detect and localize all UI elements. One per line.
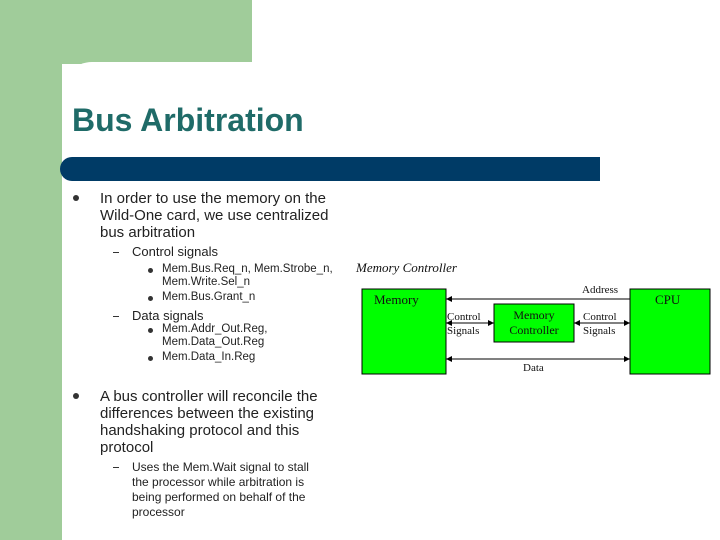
arrow-left-icon [446, 356, 452, 362]
sub-bullet-memwait-line-3: being performed on behalf of the [132, 490, 306, 504]
bullet-2-line-4: protocol [100, 439, 154, 456]
arrow-left-icon [446, 296, 452, 302]
bullet-2-line-3: handshaking protocol and this [100, 422, 300, 439]
sub-bullet-memwait-line-1: Uses the Mem.Wait signal to stall [132, 460, 309, 474]
control-right-label-line-1: Control [583, 311, 617, 323]
slide-title: Bus Arbitration [72, 102, 304, 138]
arrow-right-icon [488, 320, 494, 326]
title-underline-bar [60, 157, 600, 181]
memory-block-label: Memory [374, 292, 419, 307]
bullet-1-line-2: Wild-One card, we use centralized [100, 207, 329, 224]
memory-controller-label-line-1: Memory [513, 308, 555, 322]
bullet-dot-icon [148, 268, 153, 273]
data-signal-item-2: Mem.Data_In.Reg [162, 351, 256, 363]
sub-bullet-control-signals: Control signals [132, 244, 218, 259]
arrow-left-icon [574, 320, 580, 326]
sub-bullet-memwait-line-4: processor [132, 505, 185, 519]
bullet-dot-icon [148, 296, 153, 301]
dash-icon [113, 316, 119, 317]
bullet-1-line-3: bus arbitration [100, 224, 196, 241]
bullet-2-line-1: A bus controller will reconcile the [100, 388, 318, 405]
bullet-dot-icon [148, 328, 153, 333]
data-label: Data [523, 362, 544, 374]
sub-bullet-memwait-line-2: the processor while arbitration is [132, 475, 305, 489]
arrow-right-icon [624, 320, 630, 326]
bullet-dot-icon [73, 195, 79, 201]
bullet-dot-icon [73, 393, 79, 399]
bullet-1-line-1: In order to use the memory on the [100, 190, 326, 207]
sub-bullet-data-signals: Data signals [132, 308, 204, 323]
arrow-right-icon [624, 356, 630, 362]
cpu-block-label: CPU [655, 292, 681, 307]
control-left-label-line-2: Signals [447, 325, 480, 337]
background-green-left [0, 0, 62, 540]
control-right-label-line-2: Signals [583, 325, 616, 337]
data-signal-item-1-line-1: Mem.Addr_Out.Reg, [162, 323, 268, 335]
control-left-label-line-1: Control [447, 311, 481, 323]
bullet-2-line-2: differences between the existing [100, 405, 315, 422]
control-signal-item-1-line-2: Mem.Write.Sel_n [162, 276, 250, 288]
dash-icon [113, 252, 119, 253]
memory-controller-label-line-2: Controller [509, 323, 559, 337]
memory-controller-diagram [350, 258, 720, 378]
diagram-title: Memory Controller [356, 260, 457, 275]
address-label: Address [582, 284, 619, 296]
data-signal-item-1-line-2: Mem.Data_Out.Reg [162, 336, 265, 348]
control-signal-item-1-line-1: Mem.Bus.Req_n, Mem.Strobe_n, [162, 263, 333, 275]
dash-icon [113, 467, 119, 468]
bullet-dot-icon [148, 356, 153, 361]
control-signal-item-2: Mem.Bus.Grant_n [162, 291, 256, 303]
